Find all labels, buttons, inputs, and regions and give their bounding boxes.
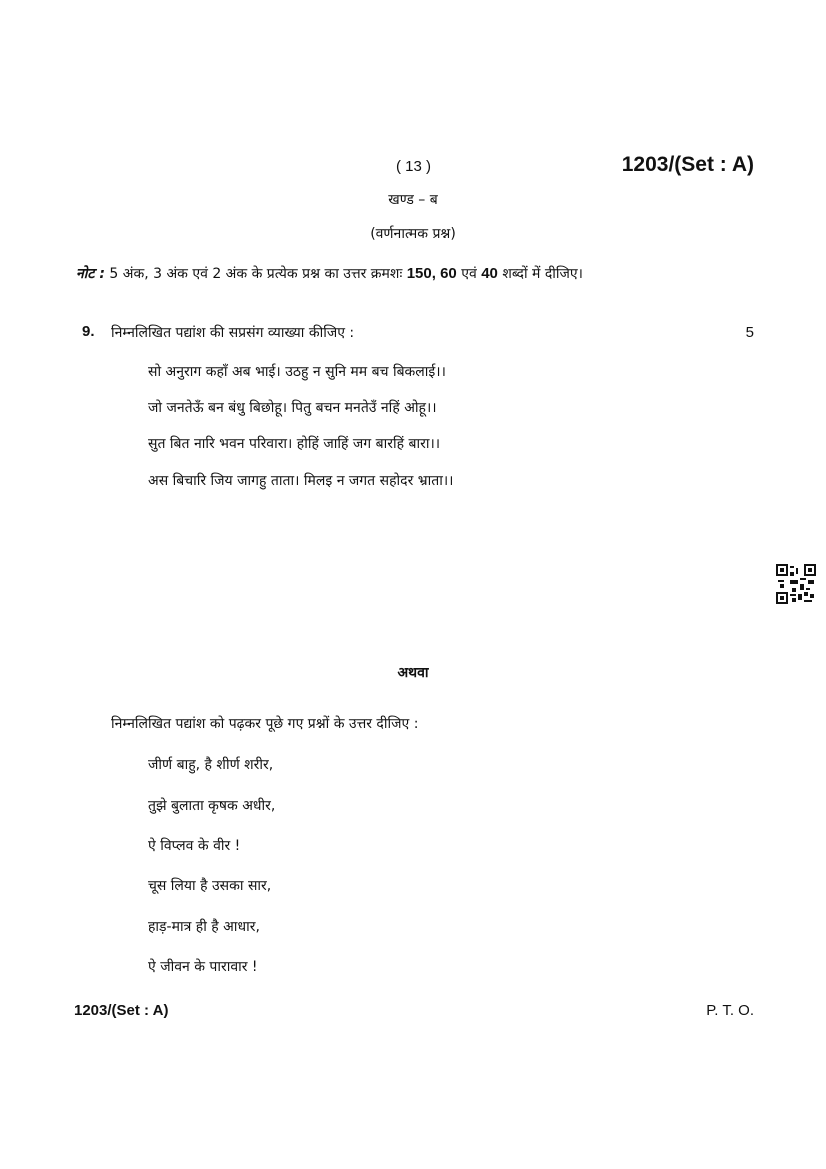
qr-code-icon <box>776 564 816 604</box>
question-number: 9. <box>82 323 95 340</box>
section-title: खण्ड – ब <box>388 192 438 208</box>
verse-line: सुत बित नारि भवन परिवारा। होहिं जाहिं जग बारहिं बारा।। <box>148 436 441 452</box>
note-text-middle: एवं <box>456 266 482 282</box>
page-number: ( 13 ) <box>396 158 432 175</box>
verse-line: जो जनतेऊँ बन बंधु बिछोहू। पितु बचन मनतेउँ नहिं ओहू।। <box>148 400 437 416</box>
set-code-header: 1203/(Set : A) <box>621 153 754 176</box>
verse-line: तुझे बुलाता कृषक अधीर, <box>148 798 276 814</box>
question-marks: 5 <box>745 324 754 341</box>
section-subtitle: (वर्णनात्मक प्रश्न) <box>370 226 456 242</box>
verse-line: अस बिचारि जिय जागहु ताता। मिलइ न जगत सहोदर भ्राता।। <box>148 473 454 489</box>
set-code-footer: 1203/(Set : A) <box>74 1002 169 1019</box>
verse-line: चूस लिया है उसका सार, <box>148 878 272 894</box>
verse-line: ऐ जीवन के पारावार ! <box>148 959 258 975</box>
note-text-after: शब्दों में दीजिए। <box>497 266 583 282</box>
note <box>76 264 583 283</box>
pto-label: P. T. O. <box>706 1002 754 1019</box>
verse-line: जीर्ण बाहु, है शीर्ण शरीर, <box>148 757 274 773</box>
alternative-question-text: निम्नलिखित पद्यांश को पढ़कर पूछे गए प्रश्नों के उत्तर दीजिए : <box>111 716 419 732</box>
verse-line: हाड़-मात्र ही है आधार, <box>148 919 260 935</box>
note-number-last: 40 <box>481 265 498 282</box>
question-text: निम्नलिखित पद्यांश की सप्रसंग व्याख्या कीजिए : <box>111 325 355 341</box>
note-numbers: 150, 60 <box>406 265 457 282</box>
verse-line: सो अनुराग कहाँ अब भाई। उठहु न सुनि मम बच बिकलाई।। <box>148 364 446 380</box>
note-text-before: 5 अंक, 3 अंक एवं 2 अंक के प्रत्येक प्रश्न का उत्तर क्रमशः <box>104 266 407 282</box>
note-label: नोट : <box>76 266 105 282</box>
verse-line: ऐ विप्लव के वीर ! <box>148 838 241 854</box>
or-label: अथवा <box>397 665 429 681</box>
